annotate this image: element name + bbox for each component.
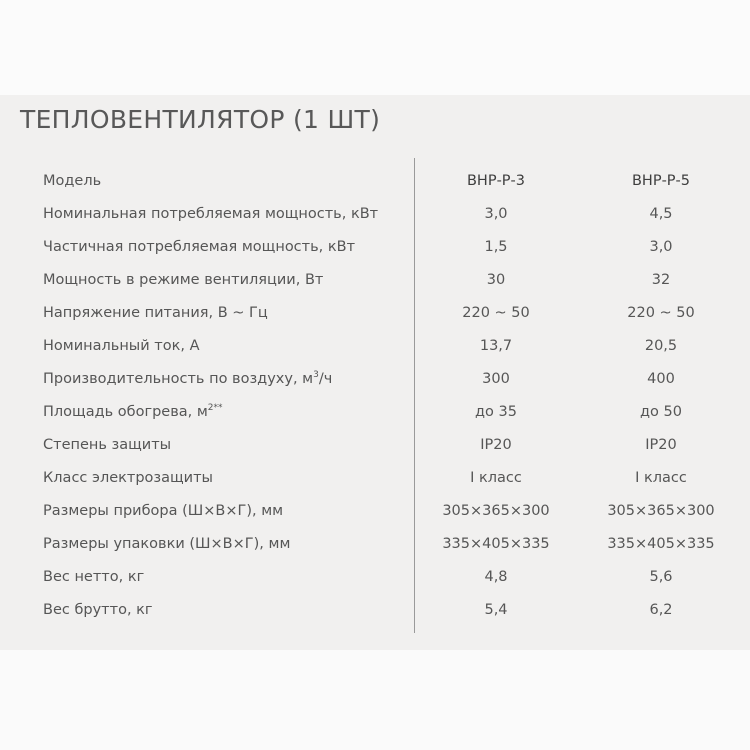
- row-value-model-2: 5,6: [649, 569, 673, 585]
- table-row: [0, 264, 750, 297]
- row-label-main: Площадь обогрева, м: [43, 404, 208, 420]
- row-value-model-2: 4,5: [649, 206, 673, 222]
- row-value-model-2: 220 ~ 50: [627, 305, 695, 321]
- row-label: Размеры упаковки (Ш×В×Г), мм: [43, 536, 291, 552]
- row-value-model-2: I класс: [635, 470, 687, 486]
- table-row: [0, 561, 750, 594]
- table-row: [0, 495, 750, 528]
- model-header-1: ВНР-Р-3: [466, 173, 526, 189]
- model-header-2: ВНР-Р-5: [631, 173, 691, 189]
- row-value-model-2: до 50: [640, 404, 682, 420]
- row-value-model-2: IP20: [645, 437, 677, 453]
- row-label-superscript: 3: [313, 370, 319, 381]
- row-value-model-1: 4,8: [484, 569, 508, 585]
- row-value-model-2: 6,2: [649, 602, 673, 618]
- row-value-model-1: 335×405×335: [442, 536, 550, 552]
- table-row: [0, 363, 750, 396]
- row-label: Класс электрозащиты: [43, 470, 213, 486]
- row-value-model-2: 400: [647, 371, 675, 387]
- row-value-model-1: 300: [482, 371, 510, 387]
- row-label: Напряжение питания, В ~ Гц: [43, 305, 268, 321]
- table-row: [0, 528, 750, 561]
- row-label: [43, 396, 223, 429]
- row-value-model-1: 3,0: [484, 206, 508, 222]
- row-label-main: Производительность по воздуху, м: [43, 371, 314, 387]
- row-label-tail: /ч: [318, 371, 333, 387]
- row-label-superscript: 2**: [207, 403, 223, 414]
- row-value-model-1: до 35: [475, 404, 517, 420]
- table-row: [0, 330, 750, 363]
- row-value-model-1: 305×365×300: [442, 503, 550, 519]
- row-label: [43, 363, 332, 396]
- table-row: [0, 198, 750, 231]
- row-value-model-1: 13,7: [479, 338, 513, 354]
- table-row: [0, 396, 750, 429]
- row-label: Номинальная потребляемая мощность, кВт: [43, 206, 379, 222]
- document-title: ТЕПЛОВЕНТИЛЯТОР (1 ШТ): [20, 105, 381, 134]
- table-row: [0, 297, 750, 330]
- row-label: Вес нетто, кг: [43, 569, 145, 585]
- row-value-model-1: 30: [486, 272, 506, 288]
- table-header-row: [0, 165, 750, 198]
- row-label: Мощность в режиме вентиляции, Вт: [43, 272, 324, 288]
- row-value-model-1: 5,4: [484, 602, 508, 618]
- row-value-model-2: 20,5: [644, 338, 678, 354]
- row-value-model-2: 305×365×300: [607, 503, 715, 519]
- table-row: [0, 462, 750, 495]
- row-value-model-1: 1,5: [484, 239, 508, 255]
- row-label: Частичная потребляемая мощность, кВт: [43, 239, 356, 255]
- header-label: Модель: [43, 173, 102, 189]
- row-label: Размеры прибора (Ш×В×Г), мм: [43, 503, 284, 519]
- row-value-model-1: IP20: [480, 437, 512, 453]
- row-label: Степень защиты: [43, 437, 172, 453]
- row-label: Номинальный ток, А: [43, 338, 200, 354]
- top-background-band: [0, 0, 750, 95]
- bottom-background-band: [0, 650, 750, 750]
- row-value-model-2: 32: [651, 272, 671, 288]
- row-value-model-1: I класс: [470, 470, 522, 486]
- table-row: [0, 594, 750, 627]
- row-value-model-2: 3,0: [649, 239, 673, 255]
- table-row: [0, 429, 750, 462]
- row-value-model-2: 335×405×335: [607, 536, 715, 552]
- row-value-model-1: 220 ~ 50: [462, 305, 530, 321]
- row-label: Вес брутто, кг: [43, 602, 153, 618]
- table-row: [0, 231, 750, 264]
